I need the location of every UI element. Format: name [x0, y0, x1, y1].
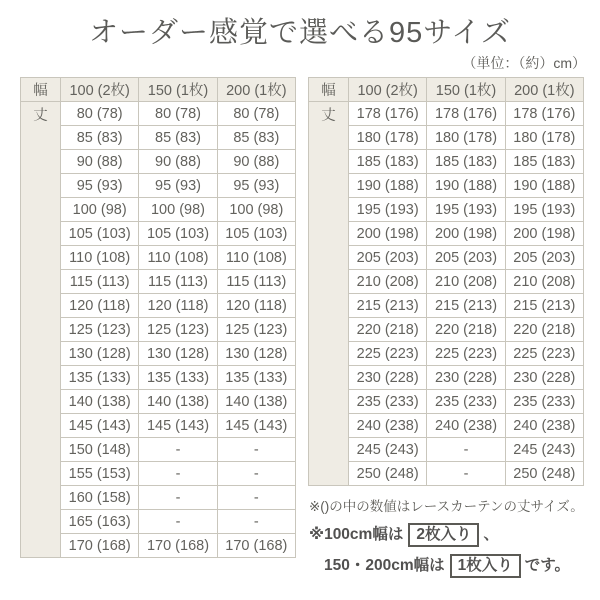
note-lace-size: ※()の中の数値はレースカーテンの丈サイズ。 — [309, 499, 584, 514]
size-cell: 135 (133) — [61, 366, 139, 390]
size-cell: 185 (183) — [427, 150, 505, 174]
header-row — [21, 78, 296, 102]
size-cell: 195 (193) — [349, 198, 427, 222]
size-cell: 240 (238) — [427, 414, 505, 438]
table-row — [21, 462, 296, 486]
size-cell: - — [139, 510, 217, 534]
column-header: 150 (1枚) — [427, 78, 505, 102]
size-cell: 90 (88) — [217, 150, 295, 174]
size-cell: 80 (78) — [217, 102, 295, 126]
size-cell: 130 (128) — [217, 342, 295, 366]
table-row — [309, 150, 584, 174]
table-row — [309, 366, 584, 390]
note-pack-100cm — [309, 523, 584, 547]
table-row — [21, 222, 296, 246]
size-cell: 195 (193) — [505, 198, 583, 222]
column-header: 150 (1枚) — [139, 78, 217, 102]
size-cell: 215 (213) — [505, 294, 583, 318]
size-cell: 200 (198) — [505, 222, 583, 246]
table-row — [21, 126, 296, 150]
size-cell: 230 (228) — [427, 366, 505, 390]
table-row — [21, 102, 296, 126]
size-cell: 125 (123) — [217, 318, 295, 342]
size-cell: 235 (233) — [427, 390, 505, 414]
size-cell: - — [427, 438, 505, 462]
header-row — [309, 78, 584, 102]
size-cell: 100 (98) — [61, 198, 139, 222]
size-cell: 185 (183) — [505, 150, 583, 174]
size-cell: 170 (168) — [217, 534, 295, 558]
table-row — [309, 294, 584, 318]
size-cell: 125 (123) — [139, 318, 217, 342]
size-cell: 215 (213) — [427, 294, 505, 318]
size-cell: 185 (183) — [349, 150, 427, 174]
size-cell: 115 (113) — [61, 270, 139, 294]
size-cell: 105 (103) — [217, 222, 295, 246]
size-cell: - — [217, 462, 295, 486]
size-cell: 225 (223) — [349, 342, 427, 366]
size-cell: 225 (223) — [427, 342, 505, 366]
size-cell: 90 (88) — [61, 150, 139, 174]
size-cell: 225 (223) — [505, 342, 583, 366]
size-cell: - — [427, 462, 505, 486]
pack-count-2-badge: 2枚入り — [408, 523, 479, 547]
size-table-right-column — [308, 77, 584, 578]
column-header: 200 (1枚) — [505, 78, 583, 102]
size-cell: 178 (176) — [505, 102, 583, 126]
size-cell: 90 (88) — [139, 150, 217, 174]
table-row — [21, 294, 296, 318]
size-table-left — [20, 77, 296, 558]
size-table-right — [308, 77, 584, 486]
size-cell: 115 (113) — [139, 270, 217, 294]
size-cell: 105 (103) — [61, 222, 139, 246]
size-cell: 220 (218) — [505, 318, 583, 342]
table-row — [309, 198, 584, 222]
table-row — [21, 366, 296, 390]
table-row — [21, 534, 296, 558]
size-cell: 110 (108) — [61, 246, 139, 270]
size-cell: 120 (118) — [61, 294, 139, 318]
size-cell: 220 (218) — [349, 318, 427, 342]
size-cell: 178 (176) — [427, 102, 505, 126]
table-row — [309, 438, 584, 462]
size-cell: 210 (208) — [427, 270, 505, 294]
size-cell: 110 (108) — [139, 246, 217, 270]
table-row — [309, 462, 584, 486]
size-cell: - — [139, 462, 217, 486]
size-cell: 215 (213) — [349, 294, 427, 318]
size-cell: 178 (176) — [349, 102, 427, 126]
table-row — [309, 102, 584, 126]
size-cell: 190 (188) — [349, 174, 427, 198]
page-title: オーダー感覚で選べる95サイズ — [89, 17, 511, 49]
table-row — [21, 414, 296, 438]
unit-note: （単位：（約）cm） — [462, 55, 586, 71]
table-row — [21, 342, 296, 366]
table-row — [21, 246, 296, 270]
size-cell: - — [139, 486, 217, 510]
size-cell: - — [217, 510, 295, 534]
note-pack-150-200cm — [309, 554, 584, 578]
size-cell: 105 (103) — [139, 222, 217, 246]
size-tables-container — [0, 72, 600, 578]
size-cell: 240 (238) — [505, 414, 583, 438]
size-cell: 245 (243) — [505, 438, 583, 462]
size-table-left-column — [20, 77, 296, 558]
size-cell: 205 (203) — [505, 246, 583, 270]
size-cell: 145 (143) — [139, 414, 217, 438]
table-row — [309, 342, 584, 366]
size-cell: - — [217, 486, 295, 510]
size-cell: 235 (233) — [349, 390, 427, 414]
table-row — [21, 438, 296, 462]
table-row — [309, 246, 584, 270]
size-cell: 235 (233) — [505, 390, 583, 414]
size-cell: 155 (153) — [61, 462, 139, 486]
size-cell: - — [139, 438, 217, 462]
size-cell: 80 (78) — [139, 102, 217, 126]
size-cell: 85 (83) — [139, 126, 217, 150]
size-cell: 245 (243) — [349, 438, 427, 462]
table-row — [21, 150, 296, 174]
size-cell: 195 (193) — [427, 198, 505, 222]
size-cell: 100 (98) — [139, 198, 217, 222]
size-cell: 180 (178) — [505, 126, 583, 150]
table-row — [309, 174, 584, 198]
size-cell: 190 (188) — [427, 174, 505, 198]
size-cell: 100 (98) — [217, 198, 295, 222]
size-cell: 240 (238) — [349, 414, 427, 438]
size-cell: 160 (158) — [61, 486, 139, 510]
size-cell: 145 (143) — [217, 414, 295, 438]
table-row — [21, 270, 296, 294]
size-cell: 165 (163) — [61, 510, 139, 534]
table-row — [309, 222, 584, 246]
table-row — [309, 390, 584, 414]
table-row — [21, 390, 296, 414]
table-row — [21, 198, 296, 222]
size-cell: 110 (108) — [217, 246, 295, 270]
size-cell: - — [217, 438, 295, 462]
column-header: 幅 — [309, 78, 349, 102]
size-cell: 95 (93) — [217, 174, 295, 198]
size-cell: 85 (83) — [61, 126, 139, 150]
size-cell: 200 (198) — [427, 222, 505, 246]
table-row — [21, 318, 296, 342]
size-cell: 200 (198) — [349, 222, 427, 246]
table-row — [21, 486, 296, 510]
table-row — [309, 318, 584, 342]
size-cell: 250 (248) — [505, 462, 583, 486]
size-cell: 130 (128) — [139, 342, 217, 366]
size-cell: 95 (93) — [61, 174, 139, 198]
size-cell: 210 (208) — [505, 270, 583, 294]
note-pack-100cm-prefix: ※100cm幅は — [309, 526, 404, 543]
size-cell: 140 (138) — [217, 390, 295, 414]
size-cell: 95 (93) — [139, 174, 217, 198]
pack-count-1-badge: 1枚入り — [450, 554, 521, 578]
table-row — [309, 270, 584, 294]
note-pack-100cm-suffix: 、 — [483, 526, 499, 543]
size-cell: 120 (118) — [139, 294, 217, 318]
size-cell: 170 (168) — [139, 534, 217, 558]
row-label-cell: 丈 — [309, 102, 349, 486]
size-cell: 135 (133) — [139, 366, 217, 390]
footnotes — [308, 497, 584, 578]
size-cell: 210 (208) — [349, 270, 427, 294]
table-row — [21, 174, 296, 198]
table-row — [309, 126, 584, 150]
table-row — [21, 510, 296, 534]
size-cell: 130 (128) — [61, 342, 139, 366]
size-cell: 140 (138) — [61, 390, 139, 414]
size-cell: 180 (178) — [349, 126, 427, 150]
table-row — [309, 414, 584, 438]
column-header: 100 (2枚) — [349, 78, 427, 102]
size-cell: 190 (188) — [505, 174, 583, 198]
note-pack-150-200cm-suffix: です。 — [524, 557, 571, 574]
size-cell: 80 (78) — [61, 102, 139, 126]
column-header: 幅 — [21, 78, 61, 102]
row-label-cell: 丈 — [21, 102, 61, 558]
size-cell: 150 (148) — [61, 438, 139, 462]
note-pack-150-200cm-prefix: 150・200cm幅は — [324, 557, 445, 574]
size-cell: 170 (168) — [61, 534, 139, 558]
size-cell: 180 (178) — [427, 126, 505, 150]
size-cell: 140 (138) — [139, 390, 217, 414]
size-cell: 205 (203) — [427, 246, 505, 270]
size-cell: 230 (228) — [505, 366, 583, 390]
size-cell: 205 (203) — [349, 246, 427, 270]
size-cell: 115 (113) — [217, 270, 295, 294]
size-cell: 85 (83) — [217, 126, 295, 150]
column-header: 100 (2枚) — [61, 78, 139, 102]
size-cell: 125 (123) — [61, 318, 139, 342]
column-header: 200 (1枚) — [217, 78, 295, 102]
size-cell: 250 (248) — [349, 462, 427, 486]
size-cell: 220 (218) — [427, 318, 505, 342]
size-cell: 120 (118) — [217, 294, 295, 318]
size-cell: 230 (228) — [349, 366, 427, 390]
size-cell: 135 (133) — [217, 366, 295, 390]
size-cell: 145 (143) — [61, 414, 139, 438]
